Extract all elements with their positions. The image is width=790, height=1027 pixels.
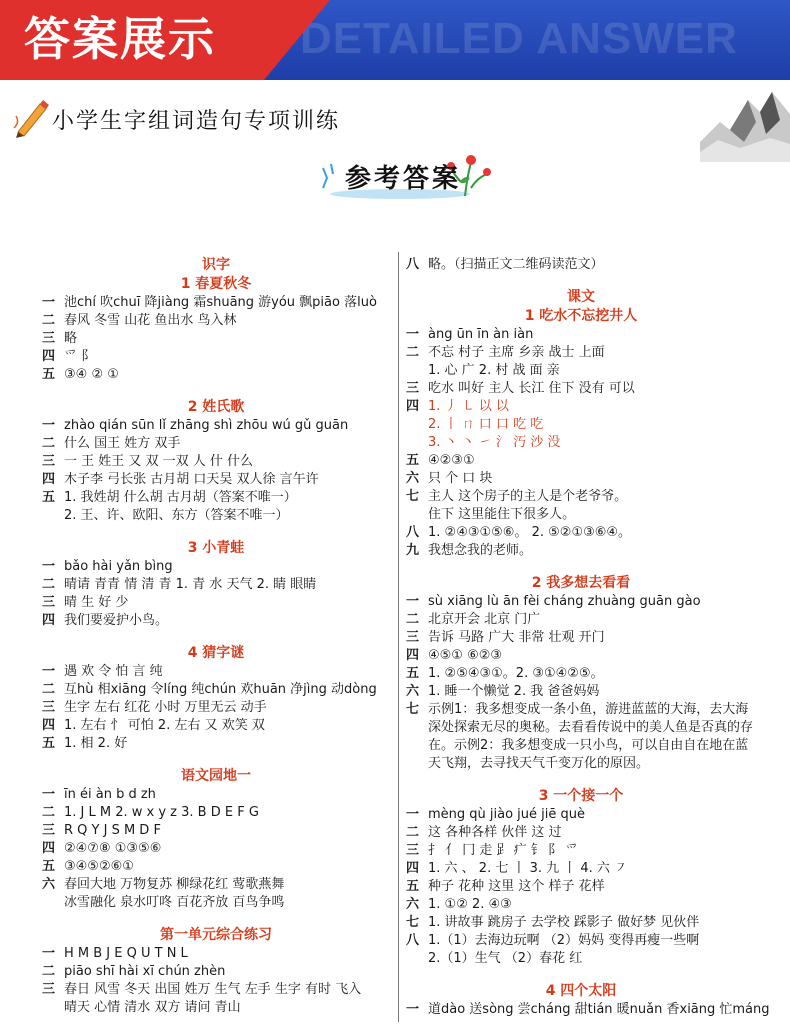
answer-line <box>42 348 390 366</box>
answer-line <box>42 312 390 330</box>
item-number: 二 <box>42 313 56 328</box>
answer-line <box>42 858 390 876</box>
answer-line <box>406 824 756 842</box>
item-number: 一 <box>406 1002 420 1017</box>
answer-line <box>406 611 756 629</box>
answer-line <box>406 434 756 452</box>
item-number: 一 <box>406 327 420 342</box>
answer-line <box>406 1001 770 1019</box>
section-title: 1 吃水不忘挖井人 <box>524 308 638 324</box>
answer-text: 1.（1）去海边玩啊 （2）妈妈 变得再瘦一些啊 <box>428 933 700 948</box>
answer-text: piāo shī hài xī chún zhèn <box>64 964 226 979</box>
section-title: 2 姓氏歌 <box>187 399 245 415</box>
answer-line <box>406 344 756 362</box>
item-number: 九 <box>406 543 420 558</box>
answer-text: bǎo hài yǎn bìng <box>64 559 173 574</box>
answer-text: 示例1：我多想变成一条小鱼，游进蓝蓝的大海，去大海 <box>428 702 749 717</box>
answer-text: 北京开会 北京 门广 <box>428 612 541 627</box>
answer-line <box>42 594 390 612</box>
answer-line <box>42 894 390 912</box>
answer-line <box>42 435 390 453</box>
item-number: 五 <box>42 859 56 874</box>
item-number: 一 <box>42 418 56 433</box>
answer-line <box>406 932 756 950</box>
item-number: 六 <box>406 684 420 699</box>
answer-line <box>406 470 756 488</box>
answer-line <box>42 612 390 630</box>
item-number: 五 <box>406 879 420 894</box>
answer-text: sù xiāng lù ān fèi cháng zhuàng guān gào <box>428 594 701 609</box>
item-number: 八 <box>406 525 420 540</box>
item-number: 四 <box>42 613 56 628</box>
answer-line <box>42 963 390 981</box>
answer-text: 晴天 心情 清水 双方 请问 青山 <box>64 1000 241 1015</box>
answer-text: 春回大地 万物复苏 柳绿花红 莺歌燕舞 <box>64 877 285 892</box>
answer-line <box>406 665 756 683</box>
mountain-decor <box>700 82 790 162</box>
answer-line <box>406 629 756 647</box>
answer-line <box>406 755 756 773</box>
answer-line <box>406 950 756 968</box>
answer-line <box>42 294 390 312</box>
item-number: 四 <box>406 861 420 876</box>
answer-text: ③④ ② ① <box>64 367 119 382</box>
item-number: 三 <box>42 454 56 469</box>
answer-text: 种子 花种 这里 这个 样子 花样 <box>428 879 605 894</box>
item-number: 四 <box>42 718 56 733</box>
answer-text: 1. ②⑤④③①。2. ③①④②⑤。 <box>428 666 604 681</box>
answer-line <box>42 822 390 840</box>
answer-text: 爫 阝 <box>64 349 95 364</box>
answer-line <box>406 647 756 665</box>
item-number: 一 <box>42 664 56 679</box>
answer-text: 1. ②④③①⑤⑥。 2. ⑤②①③⑥④。 <box>428 525 632 540</box>
answer-line <box>406 878 756 896</box>
top-banner <box>0 0 790 80</box>
answer-text: 1. 左右 忄 可怕 2. 左右 又 欢笑 双 <box>64 718 265 733</box>
item-number: 五 <box>42 367 56 382</box>
answer-text: 1. 心 广 2. 村 战 面 亲 <box>428 363 560 378</box>
answer-text: 互hù 相xiāng 令líng 纯chún 欢huān 净jìng 动dòng <box>64 682 377 697</box>
item-number: 二 <box>42 682 56 697</box>
item-number: 二 <box>42 964 56 979</box>
item-number: 七 <box>406 702 420 717</box>
answer-line <box>406 914 756 932</box>
answer-text: àng ūn īn àn iàn <box>428 327 534 342</box>
item-number: 三 <box>42 331 56 346</box>
answer-line <box>406 683 756 701</box>
answer-line <box>406 542 756 560</box>
answer-line <box>42 417 390 435</box>
answer-line <box>42 471 390 489</box>
item-number: 八 <box>406 257 420 272</box>
answer-text: 3. 丶 丶 ㇀ 氵 汅 沙 没 <box>428 435 561 450</box>
answer-line <box>42 507 390 525</box>
subtitle-row <box>12 98 492 138</box>
reference-answer-title-text: 参考答案 <box>345 164 462 194</box>
item-number: 四 <box>406 399 420 414</box>
answer-line <box>42 735 390 753</box>
item-number: 二 <box>406 612 420 627</box>
answer-line <box>406 506 756 524</box>
answer-line <box>406 719 756 737</box>
answer-text: R Q Y J S M D F <box>64 823 161 838</box>
answer-text: 吃水 叫好 主人 长江 住下 没有 可以 <box>428 381 635 396</box>
item-number: 七 <box>406 915 420 930</box>
item-number: 六 <box>406 471 420 486</box>
item-number: 五 <box>42 490 56 505</box>
answer-text: 池chí 吹chuī 降jiàng 霜shuāng 游yóu 飘piāo 落luò <box>64 295 377 310</box>
answer-text: 春日 风雪 冬天 出国 姓万 生气 左手 生字 有时 飞入 <box>64 982 362 997</box>
section-title: 3 小青蛙 <box>187 540 245 556</box>
answer-text: 木子李 弓长张 古月胡 口天吴 双人徐 言午许 <box>64 472 319 487</box>
answer-line <box>42 330 390 348</box>
item-number: 一 <box>406 807 420 822</box>
answer-line <box>42 489 390 507</box>
section-title: 第一单元综合练习 <box>160 927 272 943</box>
answer-line <box>42 717 390 735</box>
item-number: 一 <box>42 787 56 802</box>
answer-line <box>406 452 756 470</box>
answer-line <box>406 701 756 719</box>
item-number: 三 <box>406 630 420 645</box>
answer-text: 扌 亻 冂 走 𧾷 疒 钅 阝 爫 <box>428 843 579 858</box>
answer-text: 1. 丿 ㇄ 以 以 <box>428 399 509 414</box>
answer-text: 1. 我姓胡 什么胡 古月胡（答案不唯一） <box>64 490 297 505</box>
item-number: 四 <box>406 648 420 663</box>
answer-text: 晴请 青青 情 清 青 1. 青 水 天气 2. 睛 眼睛 <box>64 577 317 592</box>
answer-text: 2. 丨 ㄇ 口 口 吃 吃 <box>428 417 544 432</box>
answer-line <box>406 806 756 824</box>
item-number: 一 <box>42 295 56 310</box>
answer-line <box>406 326 756 344</box>
answer-line <box>406 380 756 398</box>
answer-text: ④②③① <box>428 453 475 468</box>
answer-text: 主人 这个房子的主人是个老爷爷。 <box>428 489 628 504</box>
answer-text: 只 个 口 块 <box>428 471 493 486</box>
answer-line <box>406 416 756 434</box>
answer-text: īn éi àn b d zh <box>64 787 156 802</box>
answer-line <box>42 999 390 1017</box>
item-number: 三 <box>42 595 56 610</box>
answer-text: 天飞翔，去寻找天气千变万化的原因。 <box>428 756 650 771</box>
banner-subtitle: DETAILED ANSWER <box>300 14 738 63</box>
answer-text: ②④⑦⑧ ①③⑤⑥ <box>64 841 162 856</box>
answer-line <box>406 593 756 611</box>
column-divider <box>398 252 399 1022</box>
right-column <box>406 256 770 1019</box>
answer-line <box>406 398 756 416</box>
answer-text: 这 各种各样 伙伴 这 过 <box>428 825 562 840</box>
answer-text: 1. 相 2. 好 <box>64 736 128 751</box>
answer-line <box>406 896 756 914</box>
item-number: 一 <box>42 559 56 574</box>
answer-text: 1. 六 、 2. 七 丨 3. 九 丨 4. 六 ㇇ <box>428 861 628 876</box>
answer-line <box>42 453 390 471</box>
answer-line <box>42 945 390 963</box>
answer-text: 1. 讲故事 跳房子 去学校 踩影子 做好梦 见伙伴 <box>428 915 700 930</box>
answer-line <box>42 663 390 681</box>
item-number: 二 <box>406 825 420 840</box>
item-number: 一 <box>406 594 420 609</box>
item-number: 二 <box>406 345 420 360</box>
answer-text: zhào qián sūn lǐ zhāng shì zhōu wú gǔ guān <box>64 418 349 433</box>
answer-line <box>406 842 756 860</box>
unit-heading: 课文 <box>567 289 595 305</box>
answer-line <box>406 488 756 506</box>
item-number: 三 <box>42 823 56 838</box>
answer-line <box>42 786 390 804</box>
item-number: 三 <box>42 700 56 715</box>
answer-text: 春风 冬雪 山花 鱼出水 鸟入林 <box>64 313 237 328</box>
item-number: 八 <box>406 933 420 948</box>
item-number: 五 <box>406 453 420 468</box>
answer-text: 略。（扫描正文二维码读范文） <box>428 257 604 272</box>
item-number: 三 <box>406 381 420 396</box>
item-number: 六 <box>406 897 420 912</box>
section-title: 语文园地一 <box>181 768 251 784</box>
answer-text: 1. 睡一个懒觉 2. 我 爸爸妈妈 <box>428 684 600 699</box>
answer-line <box>42 981 390 999</box>
item-number: 一 <box>42 946 56 961</box>
answer-text: 一 王 姓王 又 双 一双 人 什 什么 <box>64 454 254 469</box>
reference-answer-title <box>315 148 495 204</box>
answer-text: 告诉 马路 广大 非常 壮观 开门 <box>428 630 605 645</box>
item-number: 五 <box>42 736 56 751</box>
answer-line <box>406 524 756 542</box>
answer-line <box>406 362 756 380</box>
answer-text: 住下 这里能住下很多人。 <box>428 507 576 522</box>
answer-text: 道dào 送sòng 尝cháng 甜tián 暖nuǎn 香xiāng 忙máng <box>428 1002 770 1017</box>
item-number: 五 <box>406 666 420 681</box>
item-number: 二 <box>42 577 56 592</box>
answer-line <box>42 576 390 594</box>
answer-text: 遇 欢 令 怕 言 纯 <box>64 664 163 679</box>
answer-text: 什么 国王 姓方 双手 <box>64 436 181 451</box>
answer-text: ③④⑤②⑥① <box>64 859 134 874</box>
answer-text: 1. J L M 2. w x y z 3. B D E F G <box>64 805 259 820</box>
answer-line <box>42 699 390 717</box>
answer-line <box>406 256 756 274</box>
answer-text: 晴 生 好 少 <box>64 595 129 610</box>
banner-title: 答案展示 <box>24 12 216 66</box>
section-title: 1 春夏秋冬 <box>180 276 252 292</box>
answer-text: 深处探索无尽的奥秘。去看看传说中的美人鱼是否真的存 <box>428 720 754 735</box>
answer-text: 我们要爱护小鸟。 <box>64 613 169 628</box>
answer-text: 略 <box>64 331 78 346</box>
answer-line <box>406 860 756 878</box>
answer-line <box>42 366 390 384</box>
answer-text: 生字 左右 红花 小时 万里无云 动手 <box>64 700 267 715</box>
item-number: 三 <box>42 982 56 997</box>
answer-text: 我想念我的老师。 <box>428 543 533 558</box>
section-title: 4 四个太阳 <box>545 983 617 999</box>
left-column <box>42 256 390 1017</box>
answer-text: 不忘 村子 主席 乡亲 战士 上面 <box>428 345 605 360</box>
answer-text: 在。示例2：我多想变成一只小鸟，可以自由自在地在蓝 <box>428 738 749 753</box>
section-title: 4 猜字谜 <box>187 645 245 661</box>
item-number: 四 <box>42 349 56 364</box>
answer-text: ④⑤① ⑥②③ <box>428 648 503 663</box>
answer-line <box>42 681 390 699</box>
answer-text: 2. 王、许、欧阳、东方（答案不唯一） <box>64 508 289 523</box>
item-number: 三 <box>406 843 420 858</box>
item-number: 四 <box>42 472 56 487</box>
section-title: 3 一个接一个 <box>538 788 624 804</box>
answer-line <box>406 737 756 755</box>
section-title: 2 我多想去看看 <box>531 575 631 591</box>
answer-text: mèng qù jiào jué jiē què <box>428 807 586 822</box>
item-number: 七 <box>406 489 420 504</box>
answer-text: 1. ①② 2. ④③ <box>428 897 512 912</box>
answer-text: 2.（1）生气 （2）春花 红 <box>428 951 583 966</box>
item-number: 二 <box>42 805 56 820</box>
answer-line <box>42 804 390 822</box>
item-number: 二 <box>42 436 56 451</box>
answer-line <box>42 876 390 894</box>
answer-text: H M B J E Q U T N L <box>64 946 188 961</box>
answer-line <box>42 558 390 576</box>
item-number: 六 <box>42 877 56 892</box>
pencil-icon <box>12 98 50 138</box>
book-subtitle: 小学生字组词造句专项训练 <box>52 109 341 134</box>
item-number: 四 <box>42 841 56 856</box>
answer-text: 冰雪融化 泉水叮咚 百花齐放 百鸟争鸣 <box>64 895 285 910</box>
answer-line <box>42 840 390 858</box>
unit-heading: 识字 <box>202 257 230 273</box>
